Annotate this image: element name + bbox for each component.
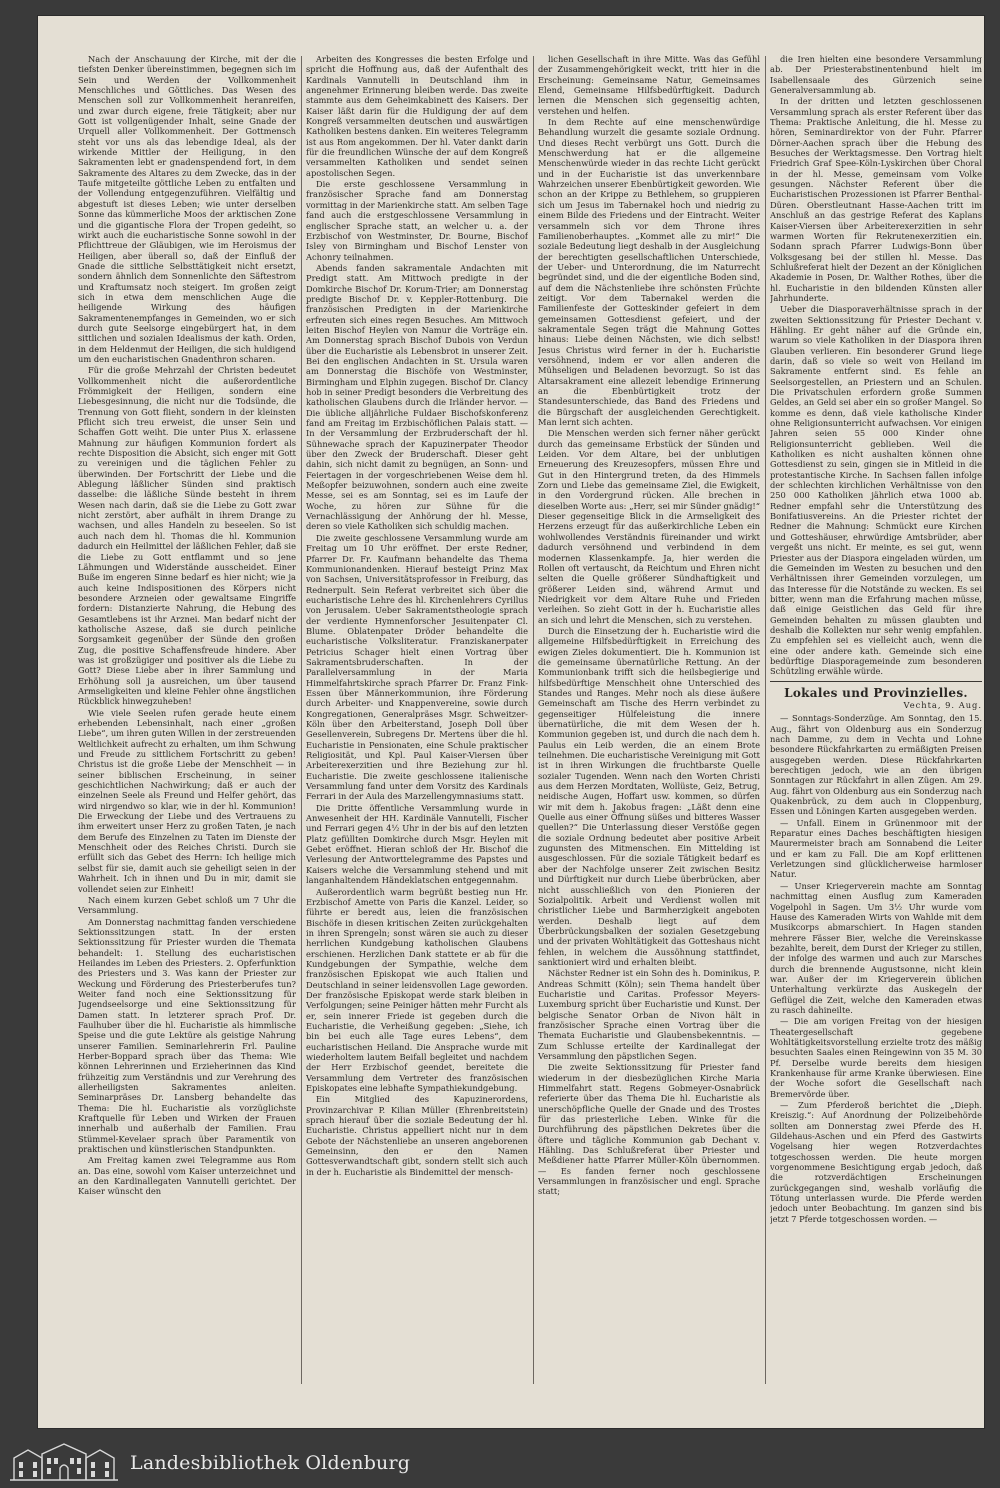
paragraph: Die Dritte öffentliche Versammlung wurde in Anwesenheit der HH. Kardinäle Vannutelli, Fischer und Ferrari gegen 4½ Uhr in der bis auf den letzten Platz gefüllten Domkirche durch Msgr. Heylen mit Gebet eröffnet. Hieran schloß der Hr. Bischof die Verlesung der Antworttelegramme des Papstes und Kaisers welche die Versammlung stehend und mit langanhaltendem Händeklatschen entgegennahm. bbox=[306, 802, 528, 886]
column-rule bbox=[765, 56, 766, 1384]
text-column-2 bbox=[306, 54, 528, 1388]
dateline: Vechta, 9. Aug. bbox=[903, 699, 982, 710]
paragraph: Nach der Anschauung der Kirche, mit der die tiefsten Denker übereinstimmen, begegnen sich im Sein und Werden der Vollkommenheit Menschliches und Göttliches. Das Wesen des Menschen soll zur Vollkommenheit heranreifen, und zwar durch eigene, freie Tätigkeit; aber nur Gott ist vollgenügender Inhalt, seine Gnade der Urquell aller Vollkommenheit. Der Gottmensch steht vor uns als das lebendige Ideal, als der wirkende Mittler der Heiligung, in den Sakramenten lebt er gnadenspendend fort, in dem Sakramente des Altares zu dem Zwecke, das in der Taufe mitgeteilte göttliche Leben zu entfalten und der Vollendung entgegenzuführen. Vielfältig und abgestuft ist dieses Leben; wie unter derselben Sonne das kümmerliche Moos der arktischen Zone und die gigantische Flora der Tropen gedeiht, so wirkt auch die eucharistische Sonne sowohl in der Pflichttreue der Gläubigen, wie im Heroismus der Heiligen, aber überall so, daß der Einfluß der Gnade die sittliche Selbsttätigkeit nicht ersetzt, sondern ähnlich dem Sonnenlichte den Säftestrom und Kraftumsatz noch steigert. Im großen zeigt sich in etwa dem menschlichen Auge die heiligende Wirkung des häufigen Sakramentenempfanges in Gemeinden, wo er sich durch gute Seelsorge eingebürgert hat, in dem sittlichen und sozialen Idealismus der kath. Orden, in dem Heldenmut der Heiligen, die sich huldigend um den eucharistischen Gnadenthron scharen. bbox=[78, 54, 296, 364]
paragraph: Die Menschen werden sich ferner näher gerückt durch das gemeinsame Erbstück der Sünden und Leiden. Vor dem Altare, bei der unblutigen Erneuerung des Kreuzesopfers, müssen Ehre und Gut in den Hintergrund treten, da des Himmels Zorn und Liebe das gemeinsame Ziel, die Ewigkeit, in den Vordergrund rücken. Alle brechen in dieselben Worte aus: „Herr, sei mir Sünder gnädig!“ Dieser gegenseitige Blick in die Armseligkeit des Herzens erzeugt für das außerkirchliche Leben ein wohlwollendes Verständnis füreinander und wirkt dadurch versöhnend und verbindend in dem modernen Klassenkampfe. Ja, hier werden die Rollen oft vertauscht, da Reichtum und Ehren nicht selten die Quelle größerer Sündhaftigkeit und größerer Leiden sind, während Armut und Niedrigkeit vor dem Altare Ruhe und Frieden verleihen. So zieht Gott in der h. Eucharistie alles an sich und lehrt die Menschen, sich zu verstehen. bbox=[538, 428, 760, 625]
paragraph: Für die große Mehrzahl der Christen bedeutet Vollkommenheit nicht die außerordentliche Frömmigkeit der Heiligen, sondern eine Liebesgesinnung, die nicht nur die Todsünde, die Trennung von Gott flieht, sondern in der kleinsten Pflicht sich treu erweist, die unser Sein und Schaffen Gott weiht. Die unter Pius X. erlassene Mahnung zur häufigen Kommunion fordert als rechte Disposition die Absicht, sich enger mit Gott zu vereinigen und die täglichen Fehler zu überwinden. Der Fortschritt der Liebe und die Ablegung läßlicher Sünden sind praktisch dasselbe: die läßliche Sünde besteht in ihrem Wesen nach darin, daß sie die Liebe zu Gott zwar nicht zerstört, aber aufhält in ihrem Drange zu wachsen, und alles Handeln zu beseelen. So ist auch nach dem hl. Thomas die hl. Kommunion dadurch ein Heilmittel der läßlichen Fehler, daß sie die Liebe zu Gott entflammt und so jene Lähmungen und Widerstände ausscheidet. Einer Buße im engeren Sinne bedarf es hier nicht; wie ja auch keine Indispositionen des Körpers nicht besondere Arzneien oder gewaltsame Eingriffe fordern: Distanzierte Nahrung, die Hebung des Gesamtlebens ist ihr Arznei. Man bedarf nicht der katholische Aszese, daß sie durch peinliche Sorgsamkeit gegenüber der Sünde den großen Zug, die positive Schaffensfreude hindere. Aber was ist großzügiger und positiver als die Liebe zu Gott? Diese Liebe aber in ihrer Sammlung und Erhöhung soll ja ausreichen, um über tausend Armseligkeiten und kleine Fehler ohne ängstlichen Rückblick hinwegzuheben! bbox=[78, 365, 296, 707]
column-rule bbox=[533, 56, 534, 1384]
paragraph: lichen Gesellschaft in ihre Mitte. Was das Gefühl der Zusammengehörigkeit weckt, tritt hier in die Erscheinung: Gemeinsame Natur, Gemeinsames Elend, Gemeinsame Hilfsbedürftigkeit. Dadurch lernen die Menschen sich gegenseitig achten, verstehen und helfen. bbox=[538, 54, 760, 116]
newspaper-page bbox=[38, 16, 984, 1428]
paragraph: Die erste geschlossene Versammlung in französischer Sprache fand am Donnerstag vormittag in der Marienkirche statt. Am selben Tage fand auch die erstgeschlossene Versammlung in englischer Sprache statt, an welcher u. a. der Erzbischof von Westminster, Dr. Bourne, Bischof Isley von Birmingham und Bischof Lenster von Achonry teilnahmen. bbox=[306, 179, 528, 262]
paragraph: Am Freitag kamen zwei Telegramme aus Rom an. Das eine, sowohl vom Kaiser unterzeichnet und an den Kardinallegaten Vannutelli gerichtet. Der Kaiser wünscht den bbox=[78, 1155, 296, 1197]
section-divider bbox=[770, 681, 982, 682]
paragraph: — Die am vorigen Freitag von der hiesigen Theatergesellschaft gegebene Wohltätigkeitsvorstellung erzielte trotz des mäßig besuchten Saales einen Reingewinn von 35 M. 30 Pf. Derselbe wurde bereits dem hiesigen Krankenhause für arme Kranke überwiesen. Eine der Woche sofort die Gesellschaft nach Bremervörde über. bbox=[770, 1016, 982, 1099]
column-rule bbox=[301, 56, 302, 1384]
paragraph: Außerordentlich warm begrüßt bestieg nun Hr. Erzbischof Amette von Paris die Kanzel. Leider, so führte er beredt aus, leien die französischen Bischöfe in diesen kritischen Zeiten zurückgehalten in ihren Sprengeln; sonst wären sie auch zu dieser herrlichen Kundgebung katholischen Glaubens erschienen. Herzlichen Dank stattete er ab für die Kundgebungen der Sympathie, welche dem französischen Episkopat wie auch Italien und Deutschland in seiner leidensvollen Lage geworden. Der französische Episkopat werde stark bleiben in Verfolgungen; seine Peiniger hätten mehr Furcht als er, sein innerer Friede ist gegeben durch die Eucharistie, die Verheißung gegeben: „Siehe, ich bin bei euch alle Tage eures Lebens“, dem eucharistischen Heiland. Die Ansprache wurde mit wiederholtem lautem Beifall begleitet und nachdem der Herr Erzbischof geendet, bereitete die Versammlung dem Vertreter des französischen Episkopates eine lebhafte Sympathiekundgebung. bbox=[306, 886, 528, 1094]
paragraph: — Unser Kriegerverein machte am Sonntag nachmittag einen Ausflug zum Kameraden Vogelpohl in Sagen. Um 3½ Uhr wurde vom Hause des Kameraden Wirts von Wahlde mit dem Musikcorps abmarschiert. In Hagen standen mehrere Fässer Bier, welche die Vereinskasse bezahlte, bereit, dem Durst der Krieger zu stillen, der infolge des warmen und auch zur Marsches durch die brennende Augustsonne, nicht klein war. Außer der im Kriegerverein üblichen Unterhaltung verkürzte das Auskegeln der Geflügel die Zeit, welche den Kameraden etwas zu rasch dahineilte. bbox=[770, 880, 982, 1015]
paragraph: Am Donnerstag nachmittag fanden verschiedene Sektionssitzungen statt. In der ersten Sektionssitzung für Priester wurden die Themata behandelt: 1. Stellung des eucharistischen Heilandes im Leben des Priesters. 2. Opferfunktion des Priesters und 3. Was kann der Priester zur Weckung und Förderung des Priesterberufes tun? Weiter fand noch eine Sektionssitzung für Jugendseelsorge und eine Sektionssitzung für Damen statt. In letzterer sprach Prof. Dr. Faulhuber über die hl. Eucharistie als himmlische Speise und die gute Lektüre als geistige Nahrung unserer Familien. Seminarlehrerin Frl. Pauline Herber-Boppard sprach über das Thema: Wie können Lehrerinnen und Erzieherinnen das Kind frühzeitig zum Verständnis und zur Verehrung des allerheiligsten Sakramentes anleiten. Seminarpräses Dr. Lansberg behandelte das Thema: Die hl. Eucharistie als vorzüglichste Kraftquelle für Leben und Wirken der Frauen innerhalb und außerhalb der Familien. Frau Stümmel-Kevelaer sprach über Paramentik von praktischen und künstlerischen Standpunkten. bbox=[78, 916, 296, 1155]
paragraph: Nächster Redner ist ein Sohn des h. Dominikus, P. Andreas Schmitt (Köln); sein Thema handelt über Eucharistie und Caritas. Professor Meyers-Luxemburg spricht über Eucharistie und Kunst. Der belgische Senator Orban de Nivon hält in französischer Sprache einen Vortrag über die Themata Eucharistie und Glaubensbekenntnis. — Zum Schlusse erteilte der Kardinallegat der Versammlung den päpstlichen Segen. bbox=[538, 968, 760, 1061]
text-column-3 bbox=[538, 54, 760, 1388]
paragraph: — Zum Pferderoß berichtet die „Dieph. Kreiszig.“: Auf Anordnung der Polizeibehörde sollten am Donnerstag zwei Pferde des H. Gildehaus-Aschen und ein Pferd des Gastwirts Vogelsang hier wegen Rotzverdachtes totgeschossen werden. Die heute morgen vorgenommene Besichtigung ergab jedoch, daß die rotzverdächtigen Erscheinungen zurückgegangen sind, weshalb vorläufig die Tötung unterlassen wurde. Die Pferde werden jedoch unter Beobachtung. Im ganzen sind bis jetzt 7 Pferde totgeschossen worden. — bbox=[770, 1100, 982, 1224]
paragraph: Ein Mitglied des Kapuzinerordens, Provinzarchivar P. Kilian Müller (Ehrenbreitstein) sprach hierauf über die soziale Bedeutung der hl. Eucharistie. Christus appelliert nicht nur in dem Gebote der Nächstenliebe an unseren angeborenen Gemeinsinn, den er den Namen Gottesverwandtschaft gibt, sondern stellt sich auch in der h. Eucharistie als Bindemittel der mensch- bbox=[306, 1094, 528, 1177]
paragraph: — Sonntags-Sonderzüge. Am Sonntag, den 15. Aug., fährt von Oldenburg aus ein Sonderzug nach Damme, zu dem in Vechta und Lohne besondere Rückfahrkarten zu ermäßigten Preisen ausgegeben werden. Diese Rückfahrkarten berechtigen jedoch, wie an den übrigen Sonntagen zur Rückfahrt in allen Zügen. Am 29. Aug. fährt von Oldenburg aus ein Sonderzug nach Quakenbrück, zu dem auch in Cloppenburg, Essen und Löningen Karten ausgegeben werden. bbox=[770, 713, 982, 817]
library-name: Landesbibliothek Oldenburg bbox=[130, 1452, 411, 1474]
paragraph: Abends fanden sakramentale Andachten mit Predigt statt. Am Mittwoch predigte in der Domkirche Bischof Dr. Korum-Trier; am Donnerstag predigte Bischof Dr. v. Keppler-Rottenburg. Die französischen Predigten in der Marienkirche erfreuten sich eines regen Besuches. Am Mittwoch leiten Bischof Heylen von Namur die Vorträge ein. Am Donnerstag sprach Bischof Dubois von Verdun über die Eucharistie als Lebensbrot in unserer Zeit. Bei den englischen Andachten in St. Ursula waren am Donnerstag die Bischöfe von Westminster, Birmingham und Elphin zugegen. Bischof Dr. Clancy hob in seiner Predigt besonders die Verbreitung des katholischen Glaubens durch die Irländer hervor. — Die übliche alljährliche Fuldaer Bischofskonferenz fand am Freitag im Erzbischöflichen Palais statt. — In der Versammlung der Erzbruderschaft der hl. Sühnewache sprach der Kapuzinerpater Theodor über den Zweck der Bruderschaft. Dieser geht dahin, sich nicht damit zu begnügen, an Sonn- und Feiertagen in der vorgeschriebenen Weise dem hl. Meßopfer beizuwohnen, sondern auch eine zweite Messe, sei es am Sonntag, sei es im Laufe der Woche, zu hören zur Sühne für die Vernachlässigung der Anhörung der hl. Messe, deren so viele Katholiken sich schuldig machen. bbox=[306, 262, 528, 532]
paragraph: Arbeiten des Kongresses die besten Erfolge und spricht die Hoffnung aus, daß der Aufenthalt des Kardinals Vannutelli in Deutschland ihm in angenehmer Erinnerung bleiben werde. Das zweite stammte aus dem Geheimkabinett des Kaisers. Der Kaiser läßt darin für die Huldigung der auf dem Kongreß versammelten deutschen und auswärtigen Katholiken bestens danken. Ein weiteres Telegramm ist aus Rom angekommen. Der hl. Vater dankt darin für die freundlichen Wünsche der auf dem Kongreß versammelten Katholiken und sendet seinen apostolischen Segen. bbox=[306, 54, 528, 178]
paragraph: In dem Rechte auf eine menschenwürdige Behandlung wurzelt die gesamte soziale Ordnung. Und dieses Recht verbürgt uns Gott. Durch die Menschwerdung hat er die allgemeine Menschenwürde wieder in das rechte Licht gerückt und in der Eucharistie ist das unverkennbare Wahrzeichen unserer Ebenbürtigkeit geworden. Wie schon an der Krippe zu Bethlehem, so gruppieren sich um Jesus im Tabernakel hoch und niedrig zu einem Bilde des Friedens und der Eintracht. Weiter versammeln sich vor dem Throne ihres Familienoberhauptes. „Kommet alle zu mir!“ Die soziale Bedeutung liegt deshalb in der Ausgleichung der berechtigten gesellschaftlichen Unterschiede, der Ueber- und Unterordnung, die im Naturrecht begründet sind, und die der eigentliche Boden sind, auf dem die Nächstenliebe ihre schönsten Früchte zeitigt. Vor dem Tabernakel werden die Familienfeste der Gotteskinder gefeiert in dem gemeinsamen Gottesdienst gefeiert, und der sakramentale Segen trägt die Mahnung Gottes hinaus: Liebe deinen Nächsten, wie dich selbst! Jesus Christus wird ferner in der h. Eucharistie versöhnend, indem er vor allen anderen die Mühseligen und Beladenen bevorzugt. So ist das Altarsakrament eine allezeit lebendige Erinnerung an die Ebenbürtigkeit trotz der Standesunterschiede, das Band des Friedens und die Bürgschaft der ausgleichenden Gerechtigkeit. Man lernt sich achten. bbox=[538, 117, 760, 428]
paragraph: Wie viele Seelen rufen gerade heute einem erhebenden Lebensinhalt, nach einer „großen Liebe“, um ihren guten Willen in der zerstreuenden Weltlichkeit aufrecht zu erhalten, um ihm Schwung und Freude zu sittlichem Fortschritt zu geben! Christus ist die große Liebe der Menschheit — in seiner biblischen Erscheinung, in seiner geschichtlichen Nachwirkung; daß er auch der einzelnen Seele als Freund und Helfer gehört, das wird nirgendwo so klar, wie in der hl. Kommunion! Die Erweckung der Liebe und des Vertrauens zu ihm erweitert unser Herz zu großen Taten, je nach dem Berufe des Einzelnen zu Taten im Dienste der Menschheit oder des Reiches Christi. Durch sie erfüllt sich das Gebet des Herrn: Ich heilige mich selbst für sie, damit auch sie geheiligt seien in der Wahrheit. Ich in ihnen und Du in mir, damit sie vollendet seien zur Einheit! bbox=[78, 707, 296, 894]
paragraph: Durch die Einsetzung der h. Eucharistie wird die allgemeine Hilfsbedürftigkeit in Erreichung des ewigen Zieles dokumentiert. Die h. Kommunion ist die gemeinsame übernatürliche Rettung. An der Kommunionbank trifft sich die heilsbegierige und hilfsbedürftige Menschheit ohne Unterschied des Standes und Ranges. Mehr noch als diese äußere Gemeinschaft am Tische des Herrn verbindet zu gegenseitiger Hülfeleistung die innere übernatürliche, die mit dem Wesen der h. Kommunion gegeben ist, und durch die nach dem h. Paulus ein Leib werden, die an einem Brote teilnehmen. Die eucharistische Vereinigung mit Gott ist in ihren Wirkungen die fruchtbarste Quelle sozialer Tugenden. Wenn nach den Worten Christi aus dem Herzen Mordtaten, Wollüste, Geiz, Betrug, neidische Augen, Hoffart usw. kommen, so dürfen wir mit dem h. Jakobus fragen: „Läßt denn eine Quelle aus einer Öffnung süßes und bitteres Wasser quellen?“ Die Unterlassung dieser Verstöße gegen die soziale Ordnung bedeutet aber positive Arbeit zugunsten des Mitmenschen. Ein Mittelding ist ausgeschlossen. Für die soziale Tätigkeit bedarf es aber der Nachfolge unserer Zeit zwischen Besitz und Dürftigkeit nur durch Liebe überbrücken, aber nicht ausschließlich von den Pionieren der Sozialpolitik. Arbeit und Verdienst wollen mit christlicher Liebe und Barmherzigkeit angeboten werden. Deshalb liegt auf dem Überbrückungsbalken der sozialen Gesetzgebung und der privaten Wohltätigkeit das Gotteshaus nicht fehlen, in welchem die Aussöhnung stattfindet, sanktioniert wird und erhalten bleibt. bbox=[538, 625, 760, 967]
paragraph: Nach einem kurzen Gebet schloß um 7 Uhr die Versammlung. bbox=[78, 894, 296, 916]
paragraph: Ueber die Diasporaverhältnisse sprach in der zweiten Sektionssitzung für Priester Dechant v. Hähling. Er geht näher auf die Gründe ein, warum so viele Katholiken in der Diaspora ihren Glauben verlieren. Ein besonderer Grund liege darin, daß so viele so weit von Heiland im Sakramente entfernt sind. Es fehle an Seelsorgestellen, an Priestern und an Schulen. Die Privatschulen erfordern große Summen Geldes, an Geld sei aber ein so großer Mangel. So komme es denn, daß viele katholische Kinder ohne Religionsunterricht aufwachsen. Vor einigen Jahren seien 55 000 Kinder ohne Religionsunterricht geblieben. Weil die Katholiken es nicht aushalten können ohne Gottesdienst zu sein, gingen sie in Mitleid in die protestantische Kirche. In Sachsen fallen infolge der schlechten kirchlichen Verhältnisse von den 250 000 Katholiken jährlich etwa 1000 ab. Redner empfahl sehr die Unterstützung des Bonifatiusvereins. An die Priester richtet der Redner die Mahnung: Schmückt eure Kirchen und Gotteshäuser, ehrwürdige Amtsbrüder, aber vergeßt uns nicht. Er meinte, es sei gut, wenn Priester aus der Diaspora eingeladen würden, um die Gemeinden im Westen zu besuchen und den Verhältnissen ihrer Gemeinden vorzulegen, um das Interesse für die Notstände zu wecken. Es sei bitter, wenn man die Erfahrung machen müsse, daß einige Geistlichen das Geld für ihre Gemeinden behalten zu müssen glaubten und deshalb die Kollekten nur sehr wenig empfahlen. Zu empfehlen sei es vielleicht auch, wenn die eine oder andere kath. Gemeinde sich eine bedürftige Diasporagemeinde zum besonderen Schützling erwähle würde. bbox=[770, 304, 982, 677]
paragraph: In der dritten und letzten geschlossenen Versammlung sprach als erster Referent über das Thema: Praktische Anleitung, die hl. Messe zu hören, Seminardirektor von der Fuhr. Pfarrer Dörner-Aachen sprach über die Hebung des Besuches der Werktagsmesse. Den Vortrag hielt Friedrich Graf Spee-Köln-Lyskirchen über Choral in der hl. Messe, gemeinsam vom Volke gesungen. Nächster Referent über die Eucharistischen Prozessionen ist Pfarrer Benthal-Düren. Oberstleutnant Hasse-Aachen tritt im Anschluß an das gestrige Referat des Kaplans Kaiser-Viersen über Arbeiterexerzitien in sehr warmen Worten für Rekrutenexerzitien ein. Sodann sprach Pfarrer Ludwigs-Bonn über Volksgesang bei der stillen hl. Messe. Das Schlußreferat hielt der Dezent an der Königlichen Akademie in Posen, Dr. Walther Rothes, über die hl. Eucharistie in den bildenden Künsten aller Jahrhunderte. bbox=[770, 96, 982, 303]
paragraph: die Iren hielten eine besondere Versammlung ab. Der Priesterabstinentenbund hielt im Isabellensaale des Gürzenich seine Generalversammlung ab. bbox=[770, 54, 982, 96]
section-heading: Lokales und Provinzielles. bbox=[784, 685, 968, 700]
paragraph: Die zweite geschlossene Versammlung wurde am Freitag um 10 Uhr eröffnet. Der erste Redner, Pfarrer Dr. Fr. Kaufmann behandelte das Thema Kommunionandenken. Hierauf besteigt Prinz Max von Sachsen, Universitätsprofessor in Freiburg, das Rednerpult. Sein Referat verbreitet sich über die eucharistische Lehre des hl. Kirchenlehrers Cyrillus von Jerusalem. Ueber Sakramentstheologie sprach der verdiente Hymnenforscher Jesuitenpater Cl. Blume. Oblatenpater Dröder behandelte die eucharistische Volksliteratur. Franziskanerpater Petricius Schager hielt einen Vortrag über Sakramentsbruderschaften. In der Parallelversammlung in der Maria Himmelfahrtskirche sprach Pfarrer Dr. Franz Fink-Essen über Männerkommunion, ihre Förderung durch Arbeiter- und Knappenvereine, sowie durch Kongregationen, Generalpräses Msgr. Schweitzer-Köln über den Arbeiterstand, Joseph Doll über Gesellenverein, Subregens Dr. Mertens über die hl. Eucharistie in Pensionaten, eine Schule praktischer Religiosität, und Kpl. Paul Kaiser-Viersen über Arbeiterexerzitien und ihre Beziehung zur hl. Eucharistie. Die zweite geschlossene italienische Versammlung fand unter dem Vorsitz des Kardinals Ferrari in der Aula des Marzellengymnasiums statt. bbox=[306, 532, 528, 802]
text-column-1 bbox=[78, 54, 296, 1388]
text-column-4 bbox=[770, 54, 982, 1388]
paragraph: — Unfall. Einem in Grünenmoor mit der Reparatur eines Daches beschäftigten hiesigen Maurermeister brach am Sonnabend die Leiter und er kam zu Fall. Die am Kopf erlittenen Verletzungen sind glücklicherweise harmloser Natur. bbox=[770, 817, 982, 880]
library-building-icon bbox=[8, 1440, 120, 1484]
paragraph: Die zweite Sektionssitzung für Priester fand wiederum in der diesbezüglichen Kirche Maria Himmelfahrt statt. Regens Gobmeyer-Osnabrück referierte über das Thema Die hl. Eucharistie als unerschöpfliche Quelle der Gnade und des Trostes für das priesterliche Leben. Winke für die Durchführung des päpstlichen Dekretes über die öftere und tägliche Kommunion gab Dechant v. Hähling. Das Schlußreferat über Priester und Meßdiener hatte Pfarrer Müller-Köln übernommen. — Es fanden ferner noch geschlossene Versammlungen in französischer und engl. Sprache statt; bbox=[538, 1062, 760, 1197]
